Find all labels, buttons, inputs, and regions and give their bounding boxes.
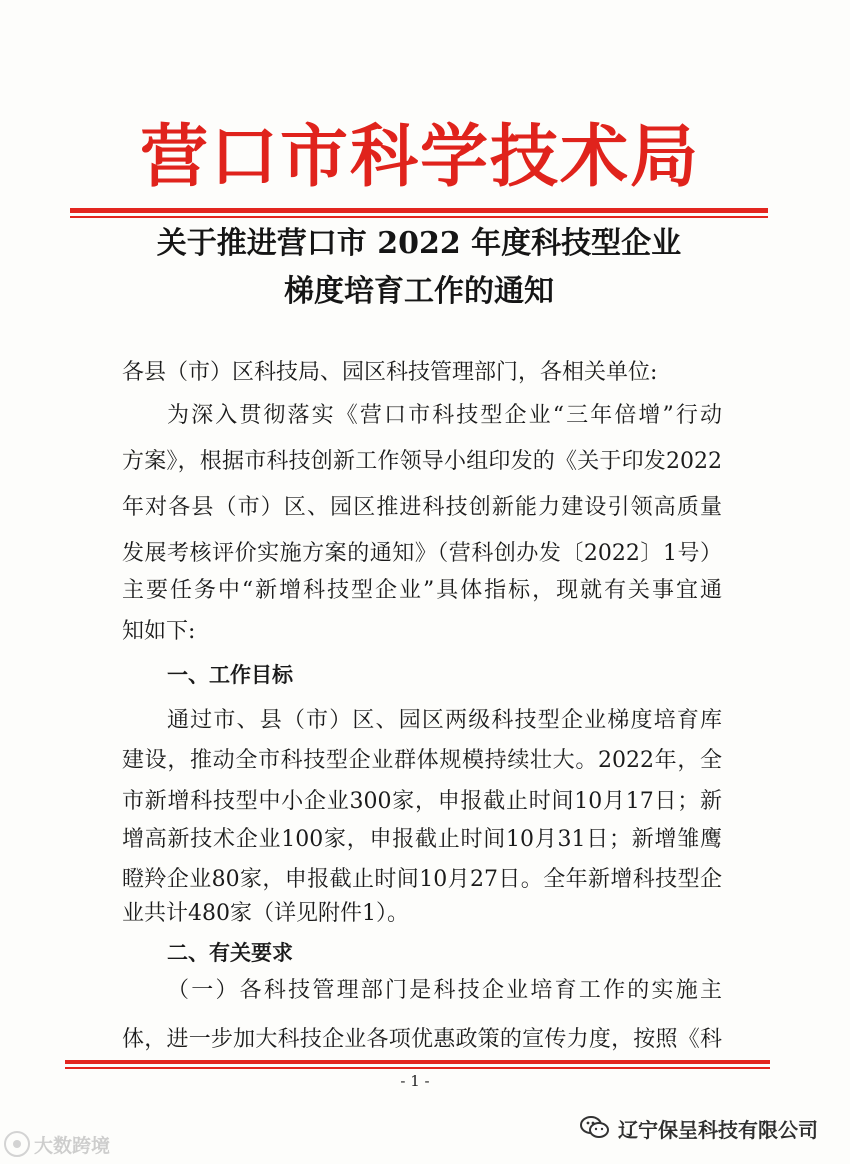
header-red-rule-thick — [70, 208, 768, 213]
goals-line: 市新增科技型中小企业300家，申报截止时间10月17日；新 — [122, 789, 722, 814]
footer-red-rule-thick — [65, 1060, 770, 1064]
page-number: - 1 - — [400, 1072, 430, 1090]
goals-line: 通过市、县（市）区、园区两级科技型企业梯度培育库 — [167, 708, 722, 733]
watermark-right — [580, 1108, 818, 1148]
goals-line: 增高新技术企业100家，申报截止时间10月31日；新增雏鹰 — [122, 827, 722, 852]
intro-line: 知如下: — [122, 619, 196, 644]
goals-line: 瞪羚企业80家，申报截止时间10月27日。全年新增科技型企 — [122, 867, 722, 892]
requirements-line: （一）各科技管理部门是科技企业培育工作的实施主 — [167, 978, 722, 1003]
footer-red-rule-thin — [65, 1067, 770, 1069]
intro-line: 主要任务中“新增科技型企业”具体指标，现就有关事宜通 — [122, 578, 722, 603]
intro-line: 为深入贯彻落实《营口市科技型企业“三年倍增”行动 — [167, 403, 722, 428]
intro-line: 发展考核评价实施方案的通知》（营科创办发〔2022〕1号） — [122, 541, 722, 566]
section-heading-work-goals: 一、工作目标 — [167, 663, 293, 687]
section-heading-requirements: 二、有关要求 — [167, 941, 293, 965]
watermark-logo-icon — [4, 1131, 30, 1157]
goals-line: 建设，推动全市科技型企业群体规模持续壮大。2022年，全 — [122, 748, 722, 773]
header-red-rule-thin — [70, 216, 768, 218]
goals-line: 业共计480家（详见附件1）。 — [122, 901, 409, 926]
notice-title-line-1: 关于推进营口市 2022 年度科技型企业 — [156, 226, 682, 261]
watermark-left — [4, 1128, 110, 1160]
notice-title-line-2: 梯度培育工作的通知 — [284, 274, 554, 309]
wechat-icon — [580, 1115, 610, 1141]
salutation: 各县（市）区科技局、园区科技管理部门，各相关单位: — [122, 360, 658, 385]
intro-line: 方案》，根据市科技创新工作领导小组印发的《关于印发2022 — [122, 449, 722, 474]
intro-line: 年对各县（市）区、园区推进科技创新能力建设引领高质量 — [122, 495, 722, 520]
watermark-right-text: 辽宁保呈科技有限公司 — [618, 1117, 818, 1142]
watermark-left-text: 大数跨境 — [34, 1134, 111, 1157]
requirements-line: 体，进一步加大科技企业各项优惠政策的宣传力度，按照《科 — [122, 1027, 722, 1052]
issuing-authority-header: 营口市科学技术局 — [139, 117, 700, 197]
